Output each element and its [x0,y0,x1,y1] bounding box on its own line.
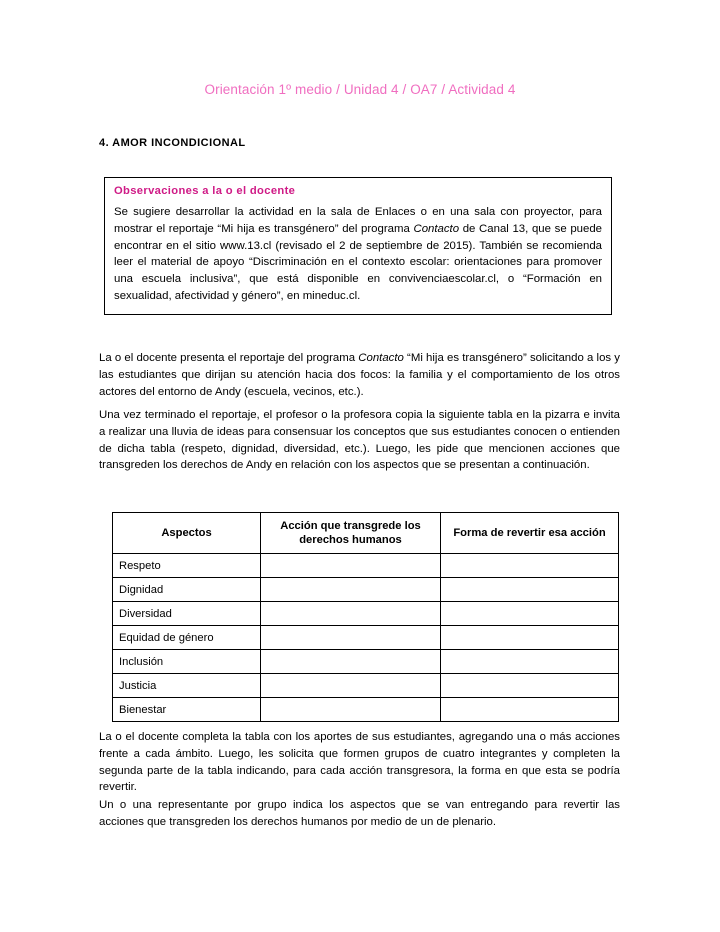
table-row [113,626,619,650]
table-cell-forma[interactable] [441,602,619,626]
table-cell-aspecto: Respeto [113,554,261,578]
table-cell-forma[interactable] [441,554,619,578]
table-cell-aspecto: Equidad de género [113,626,261,650]
section-heading: 4. AMOR INCONDICIONAL [99,137,246,149]
table-cell-aspecto: Inclusión [113,650,261,674]
table-cell-aspecto: Diversidad [113,602,261,626]
table-cell-aspecto: Bienestar [113,698,261,722]
table-cell-accion[interactable] [261,650,441,674]
table-row [113,698,619,722]
observations-box-heading: Observaciones a la o el docente [114,185,296,197]
table-row [113,602,619,626]
table-cell-forma[interactable] [441,626,619,650]
table-cell-aspecto: Dignidad [113,578,261,602]
table-row [113,650,619,674]
table-cell-accion[interactable] [261,602,441,626]
table-header-row [113,513,619,554]
observations-box-body: Se sugiere desarrollar la actividad en la sala de Enlaces o en una sala con proyector, para mostrar el reportaje “Mi hija es transgénero” del programa Contacto de Canal 13, que se puede encontrar en el sitio www.13.cl (revisado el 2 de septiembre de 2015). También se recomienda leer el material de apoyo “Discriminación en el contexto escolar: orientaciones para promover una escuela inclusiva”, que está disponible en convivenciaescolar.cl, o “Formación en sexualidad, afectividad y género”, en mineduc.cl. [114,206,602,302]
table-header-aspectos: Aspectos [113,513,261,554]
table-row [113,674,619,698]
table-header-accion: Acción que transgrede los derechos humanos [261,513,441,554]
table-row [113,554,619,578]
table-cell-accion[interactable] [261,674,441,698]
table-cell-aspecto: Justicia [113,674,261,698]
paragraph-tabla-instrucciones: Una vez terminado el reportaje, el profesor o la profesora copia la siguiente tabla en la pizarra e invita a realizar una lluvia de ideas para consensuar los conceptos que sus estudiantes conocen o entienden de dicha tabla (respeto, dignidad, diversidad, etc.). Luego, les pide que mencionen acciones que transgreden los derechos de Andy en relación con los aspectos que se presentan a continuación. [99,409,620,472]
paragraph-completar-tabla: La o el docente completa la tabla con los aportes de sus estudiantes, agregando una o más acciones frente a cada ámbito. Luego, les solicita que formen grupos de cuatro integrantes y completen la segunda parte de la tabla indicando, para cada acción transgresora, la forma en que esta se podría revertir. [99,731,620,794]
aspectos-table [112,512,619,722]
table-cell-forma[interactable] [441,674,619,698]
table-cell-accion[interactable] [261,554,441,578]
table-row [113,578,619,602]
table-cell-accion[interactable] [261,578,441,602]
page-title: Orientación 1º medio / Unidad 4 / OA7 / Actividad 4 [204,82,516,97]
paragraph-intro-reportaje: La o el docente presenta el reportaje del programa Contacto “Mi hija es transgénero” solicitando a los y las estudiantes que dirijan su atención hacia dos focos: la familia y el comportamiento de los otros actores del entorno de Andy (escuela, vecinos, etc.). [99,352,620,398]
table-body [113,554,619,722]
table-header-forma: Forma de revertir esa acción [441,513,619,554]
table-cell-accion[interactable] [261,626,441,650]
table-cell-forma[interactable] [441,578,619,602]
observations-box [104,177,612,315]
table-cell-forma[interactable] [441,650,619,674]
table-cell-accion[interactable] [261,698,441,722]
paragraph-plenario: Un o una representante por grupo indica los aspectos que se van entregando para revertir las acciones que transgreden los derechos humanos por medio de un de plenario. [99,799,620,828]
table-cell-forma[interactable] [441,698,619,722]
